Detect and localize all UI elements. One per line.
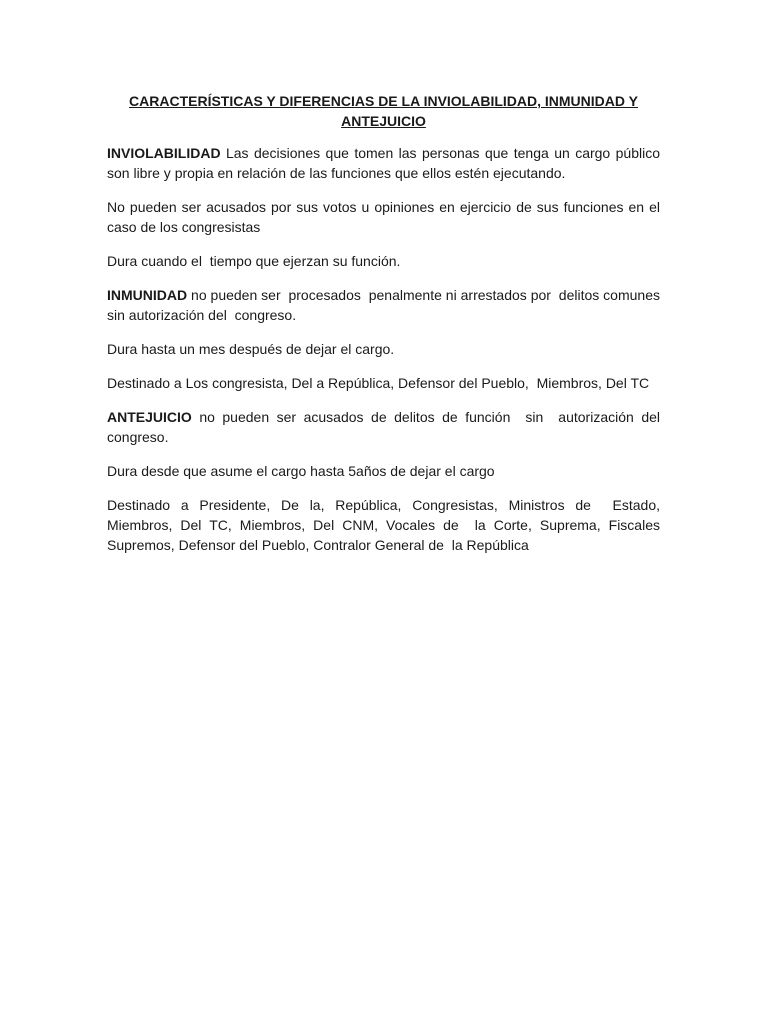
inviolabilidad-text: Las decisiones que tomen las personas que tenga un cargo público son libre y propia en relación de las funciones que ellos estén ejecutando. [107, 145, 664, 181]
document-title: CARACTERÍSTICAS Y DIFERENCIAS DE LA INVIOLABILIDAD, INMUNIDAD Y ANTEJUICIO [129, 93, 638, 129]
antejuicio-destinado: Destinado a Presidente, De la, República, Congresistas, Ministros de Estado, Miembros, Del TC, Miembros, Del CNM, Vocales de la Corte, Suprema, Fiscales Supremos, Defensor del Pueblo, Contralor General de la República [107, 497, 664, 553]
antejuicio-term: ANTEJUICIO [107, 409, 192, 425]
inviolabilidad-duration: Dura cuando el tiempo que ejerzan su función. [107, 253, 401, 269]
inviolabilidad-detail: No pueden ser acusados por sus votos u opiniones en ejercicio de sus funciones en el caso de los congresistas [107, 199, 664, 235]
antejuicio-text: no pueden ser acusados de delitos de función sin autorización del congreso. [107, 409, 664, 445]
inmunidad-definition [107, 285, 664, 325]
document-page [107, 91, 664, 569]
antejuicio-definition [107, 407, 664, 447]
inmunidad-term: INMUNIDAD [107, 287, 188, 303]
inmunidad-duration: Dura hasta un mes después de dejar el cargo. [107, 341, 395, 357]
inviolabilidad-term: INVIOLABILIDAD [107, 145, 221, 161]
antejuicio-duration: Dura desde que asume el cargo hasta 5años de dejar el cargo [107, 463, 495, 479]
inmunidad-destinado: Destinado a Los congresista, Del a República, Defensor del Pueblo, Miembros, Del TC [107, 375, 650, 391]
inmunidad-text: no pueden ser procesados penalmente ni arrestados por delitos comunes sin autorización del congreso. [107, 287, 664, 323]
inviolabilidad-definition [107, 143, 664, 183]
